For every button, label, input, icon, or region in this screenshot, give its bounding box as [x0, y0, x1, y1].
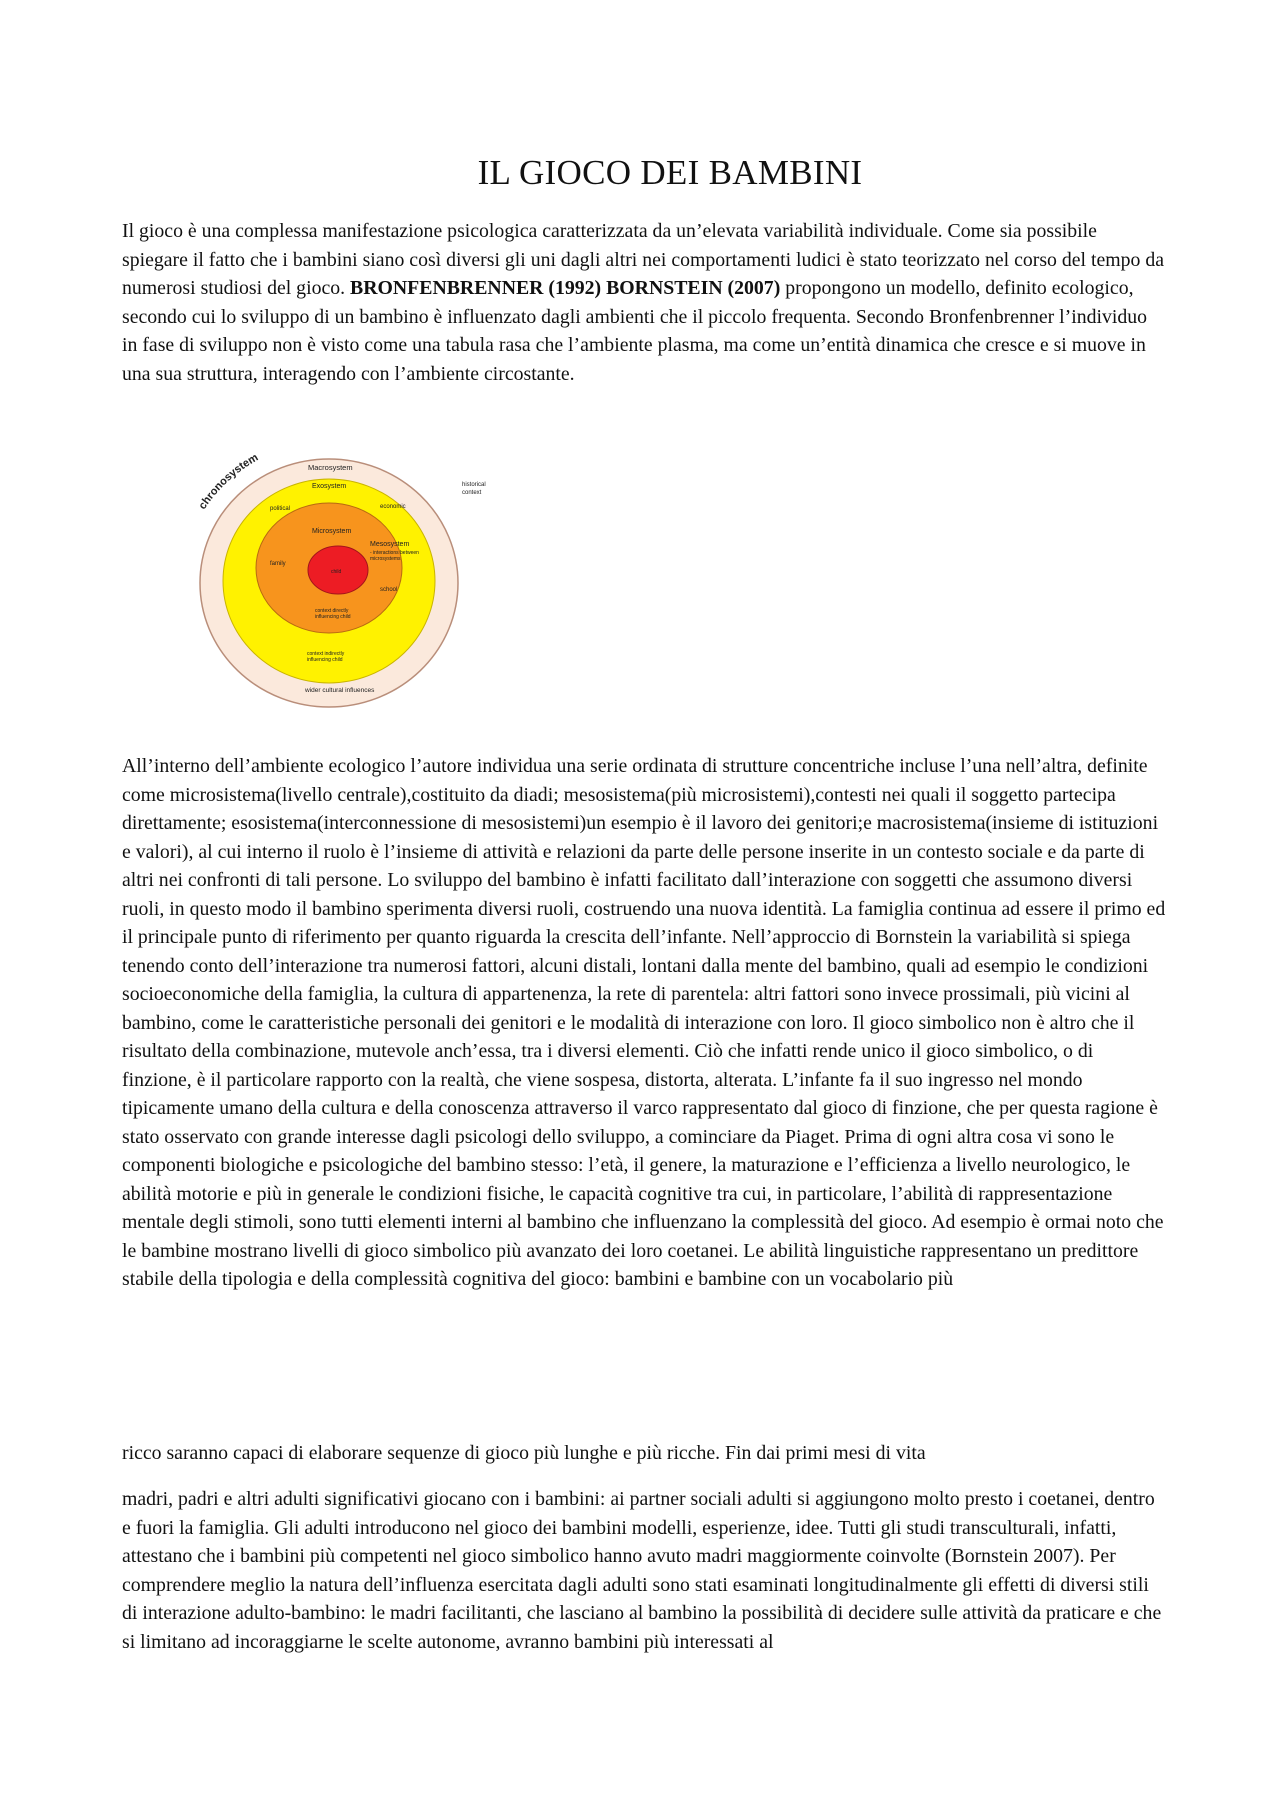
family-label: family	[270, 561, 286, 567]
indirect-context-1: context indirectly	[307, 651, 345, 657]
exosystem-label: Exosystem	[312, 483, 347, 490]
political-label: political	[270, 506, 291, 512]
macrosystem-label: Macrosystem	[308, 463, 353, 472]
intro-authors-bold: BRONFENBRENNER (1992) BORNSTEIN (2007)	[350, 277, 781, 299]
school-label: school	[380, 587, 398, 593]
historical-label: historical	[462, 482, 486, 488]
paragraph-intro	[122, 217, 1167, 388]
mesosystem-note-1: - interactions between	[370, 550, 419, 556]
microsystem-label: Microsystem	[312, 528, 352, 535]
economic-label: economic	[380, 504, 406, 510]
ecological-model-diagram	[190, 440, 510, 710]
chronosystem-label: chronosystem	[196, 451, 261, 512]
direct-context-2: influencing child	[315, 614, 351, 620]
direct-context-1: context directly	[315, 608, 349, 614]
paragraph-continuation: ricco saranno capaci di elaborare sequenze di gioco più lunghe e più ricche. Fin dai primi mesi di vita	[122, 1442, 926, 1464]
child-label: child	[331, 569, 342, 575]
paragraph-final: madri, padri e altri adulti significativi giocano con i bambini: ai partner sociali adulti si aggiungono molto presto i coetanei, dentro e fuori la famiglia. Gli adulti introducono nel gioco dei bambini modelli, esperienze, idee. Tutti gli studi transculturali, infatti, attestano che i bambini più competenti nel gioco simbolico hanno avuto madri maggiormente coinvolte (Bornstein 2007). Per comprendere meglio la natura dell’influenza esercitata dagli adulti sono stati esaminati longitudinalmente gli effetti di diversi stili di interazione adulto-bambino: le madri facilitanti, che lasciano al bambino la possibilità di decidere sulle attività da praticare e che si limitano ad incoraggiarne le scelte autonome, avranno bambini più interessati al	[122, 1488, 1162, 1653]
intro-text-2: propongono un modello, definito ecologico, secondo cui lo sviluppo di un bambino è influenzato dagli ambienti che il piccolo frequenta. Secondo Bronfenbrenner l’individuo in fase di sviluppo non è visto come una tabula rasa che l’ambiente plasma, ma come un’entità dinamica che cresce e si muove in una sua struttura, interagendo con l’ambiente circostante.	[122, 277, 1148, 385]
paragraph-body: All’interno dell’ambiente ecologico l’autore individua una serie ordinata di strutture concentriche incluse l’una nell’altra, definite come microsistema(livello centrale),costituito da diadi; mesosistema(più microsistemi),contesti nei quali il soggetto partecipa direttamente; esosistema(interconnessione di mesosistemi)un esempio è il lavoro dei genitori;e macrosistema(insieme di istituzioni e valori), al cui interno il ruolo è l’insieme di attività e relazioni da parte delle persone inserite in un contesto sociale e da parte di altri nei confronti di tali persone. Lo sviluppo del bambino è infatti facilitato dall’interazione con soggetti che assumono diversi ruoli, in questo modo il bambino sperimenta diversi ruoli, costruendo una nuova identità. La famiglia continua ad essere il primo ed il principale punto di riferimento per quanto riguarda la crescita dell’infante. Nell’approccio di Bornstein la variabilità si spiega tenendo conto dell’interazione tra numerosi fattori, alcuni distali, lontani dalla mente del bambino, quali ad esempio le condizioni socioeconomiche della famiglia, la cultura di appartenenza, la rete di parentela: altri fattori sono invece prossimali, più vicini al bambino, come le caratteristiche personali dei genitori e le modalità di interazione con loro. Il gioco simbolico non è altro che il risultato della combinazione, mutevole anch’essa, tra i diversi elementi. Ciò che infatti rende unico il gioco simbolico, o di finzione, è il particolare rapporto con la realtà, che viene sospesa, distorta, alterata. L’infante fa il suo ingresso nel mondo tipicamente umano della cultura e della conoscenza attraverso il varco rappresentato dal gioco di finzione, che per questa ragione è stato osservato con grande interesse dagli psicologi dello sviluppo, a cominciare da Piaget. Prima di ogni altra cosa vi sono le componenti biologiche e psicologiche del bambino stesso: l’età, il genere, la maturazione e l’efficienza a livello neurologico, le abilità motorie e più in generale le condizioni fisiche, le capacità cognitive tra cui, in particolare, l’abilità di rappresentazione mentale degli stimoli, sono tutti elementi interni al bambino che influenzano la complessità del gioco. Ad esempio è ormai noto che le bambine mostrano livelli di gioco simbolico più avanzato dei loro coetanei. Le abilità linguistiche rappresentano un predittore stabile della tipologia e della complessità cognitiva del gioco: bambini e bambine con un vocabolario più	[122, 755, 1166, 1290]
wider-cultural-label: wider cultural influences	[305, 687, 375, 694]
mesosystem-label: Mesosystem	[370, 541, 410, 548]
indirect-context-2: influencing child	[307, 657, 343, 663]
intro-text-1: Il gioco è una complessa manifestazione psicologica caratterizzata da un’elevata variabilità individuale. Come sia possibile spiegare il fatto che i bambini siano così diversi gli uni dagli altri nei comportamenti ludici è stato teorizzato nel corso del tempo da numerosi studiosi del gioco.	[122, 220, 1165, 299]
page-title: IL GIOCO DEI BAMBINI	[477, 153, 863, 192]
mesosystem-note-2: microsystems	[370, 556, 401, 562]
context-label: context	[462, 490, 482, 496]
